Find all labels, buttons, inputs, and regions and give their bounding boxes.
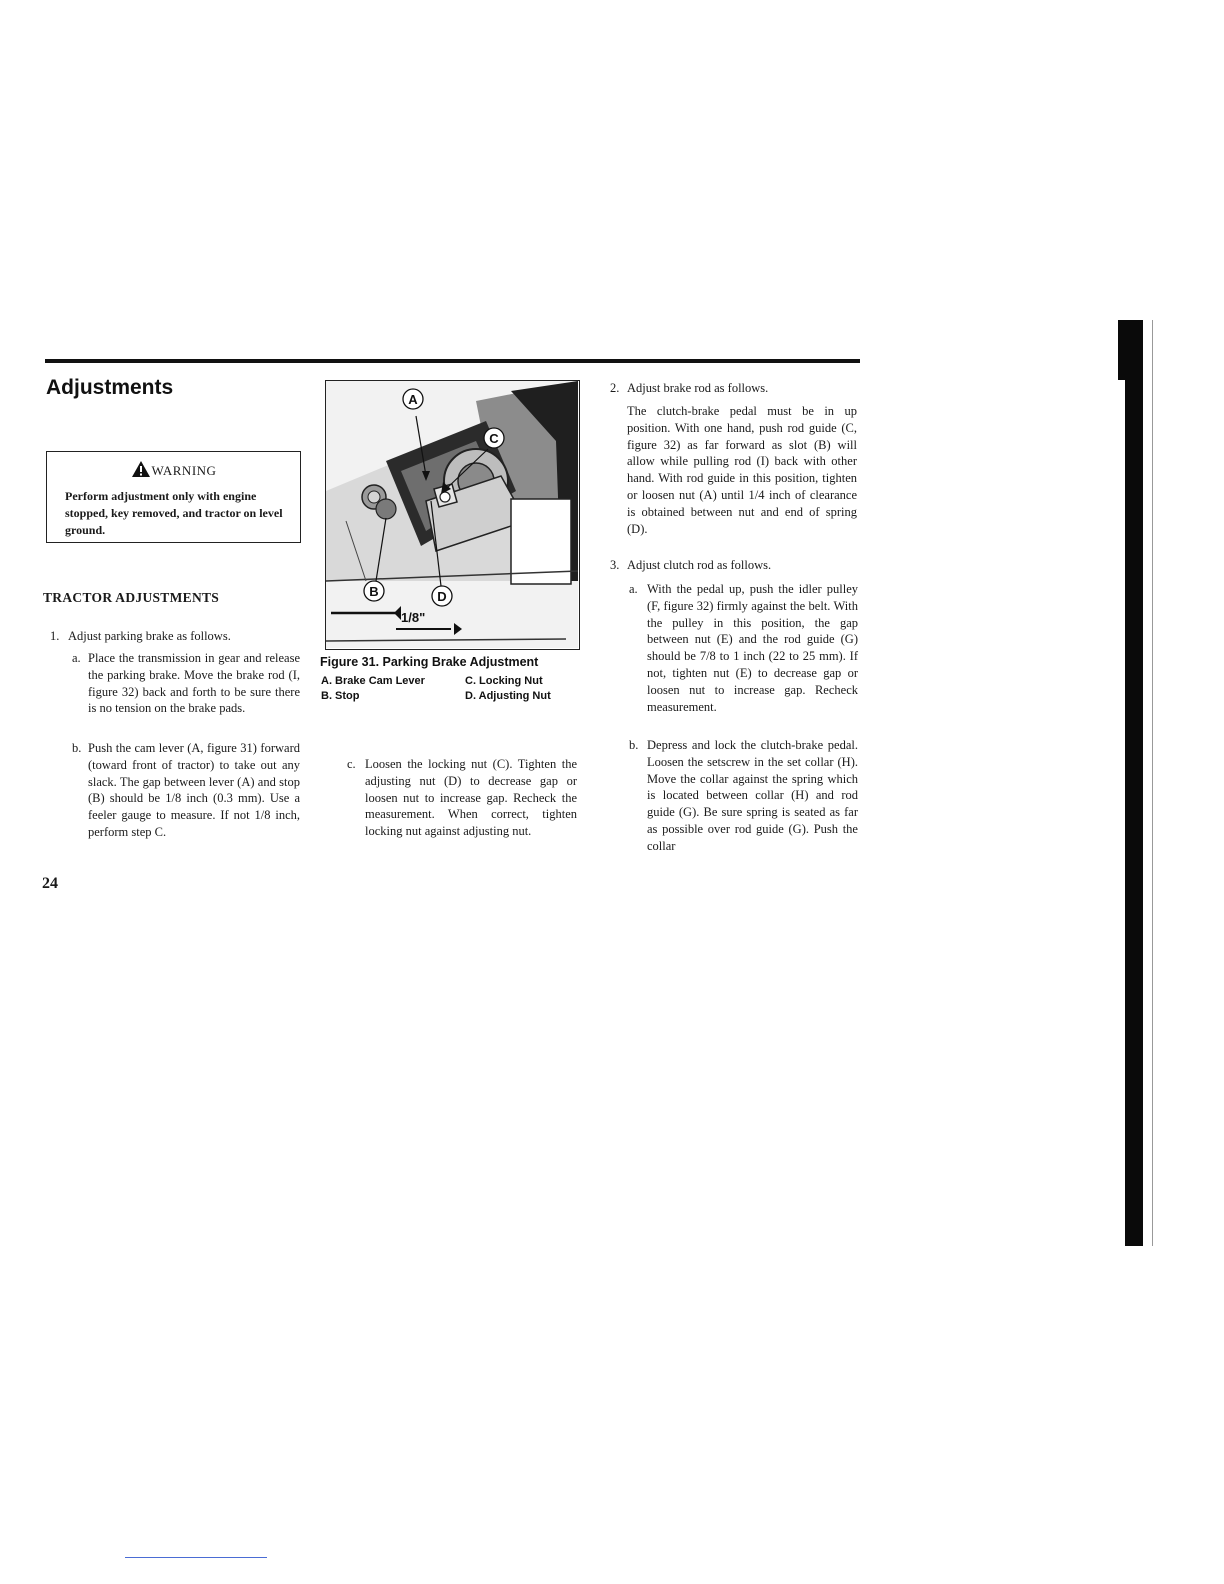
scan-edge-shadow — [1125, 320, 1143, 1246]
figure-caption: Figure 31. Parking Brake Adjustment — [320, 655, 539, 669]
step-3b-label: b. — [629, 738, 639, 752]
step-1c-text: Loosen the locking nut (C). Tighten the adjusting nut (D) to decrease gap or loosen nut to increase gap. Recheck the measurement. When correct, tighten locking nut against adjusting nut. — [365, 757, 577, 839]
figure-legend-right — [465, 674, 551, 704]
step-1b-text: Push the cam lever (A, figure 31) forward (toward front of tractor) to take out any slack. The gap between lever (A) and stop (B) should be 1/8 inch (0.3 mm). Use a feeler gauge to measure. If not 1/8 inch, perform step C. — [88, 741, 300, 839]
callout-c — [484, 428, 504, 448]
step-1-text: Adjust parking brake as follows. — [68, 629, 231, 643]
step-2-body: The clutch-brake pedal must be in up position. With one hand, push rod guide (C, figure 32) as far forward as slot (B) will allow while pulling rod (I) back with other hand. With rod guide in this position, tighten or loosen nut (A) until 1/4 inch of clearance is obtained between nut and end of spring (D). — [627, 404, 857, 536]
page-title: Adjustments — [46, 376, 174, 399]
warning-box — [46, 451, 301, 543]
step-1a-label: a. — [72, 651, 81, 665]
step-3-text: Adjust clutch rod as follows. — [627, 558, 772, 572]
warning-label: WARNING — [151, 463, 217, 478]
svg-text:B: B — [369, 584, 379, 599]
callout-a — [403, 389, 423, 409]
svg-text:D: D — [437, 589, 447, 604]
scan-edge-shadow-top — [1118, 320, 1125, 380]
step-2-number: 2. — [610, 381, 620, 395]
warning-text: Perform adjustment only with engine stopped, key removed, and tractor on level ground. — [65, 489, 283, 537]
step-3a-text: With the pedal up, push the idler pulley (F, figure 32) firmly against the belt. With the pulley in this position, the gap between nut (E) and the rod guide (G) should be 7/8 to 1 inch (22 to 25 mm). If not, tighten nut (E) to decrease gap or loosen nut to increase gap. Recheck measurement. — [647, 582, 858, 714]
step-3a-label: a. — [629, 582, 638, 596]
step-1c-label: c. — [347, 757, 356, 771]
callout-b — [364, 581, 384, 601]
svg-text:A: A — [408, 392, 418, 407]
step-3b-text: Depress and lock the clutch-brake pedal. Loosen the setscrew in the set collar (H). Move the collar against the spring which is located between collar (H) and rod guide (G). Be sure spring is seated as far as possible over rod guide (G). Push the collar — [647, 738, 858, 853]
figure-31-photo — [325, 380, 580, 650]
warning-heading — [47, 460, 300, 479]
legend-item-a: A. Brake Cam Lever — [321, 675, 425, 687]
warning-icon — [131, 460, 151, 478]
brake-mechanism-illustration — [326, 381, 578, 648]
section-heading: TRACTOR ADJUSTMENTS — [43, 590, 220, 605]
step-1-number: 1. — [50, 629, 60, 643]
legend-item-d: D. Adjusting Nut — [465, 690, 551, 702]
step-1b-label: b. — [72, 741, 82, 755]
legend-item-c: C. Locking Nut — [465, 675, 543, 687]
header-rule — [45, 359, 860, 363]
scan-edge-line — [1152, 320, 1153, 1246]
step-1a-text: Place the transmission in gear and release the parking brake. Move the brake rod (I, figure 32) back and forth to be sure there is no tension on the brake pads. — [88, 651, 300, 716]
step-2-text: Adjust brake rod as follows. — [627, 381, 769, 395]
page-number: 24 — [42, 875, 58, 892]
step-3-number: 3. — [610, 558, 620, 572]
svg-text:C: C — [489, 431, 499, 446]
footnote-separator — [125, 1557, 267, 1558]
gap-dimension-label: 1/8" — [401, 610, 426, 625]
legend-item-b: B. Stop — [321, 690, 360, 702]
figure-legend-left — [321, 674, 425, 704]
callout-d — [432, 586, 452, 606]
